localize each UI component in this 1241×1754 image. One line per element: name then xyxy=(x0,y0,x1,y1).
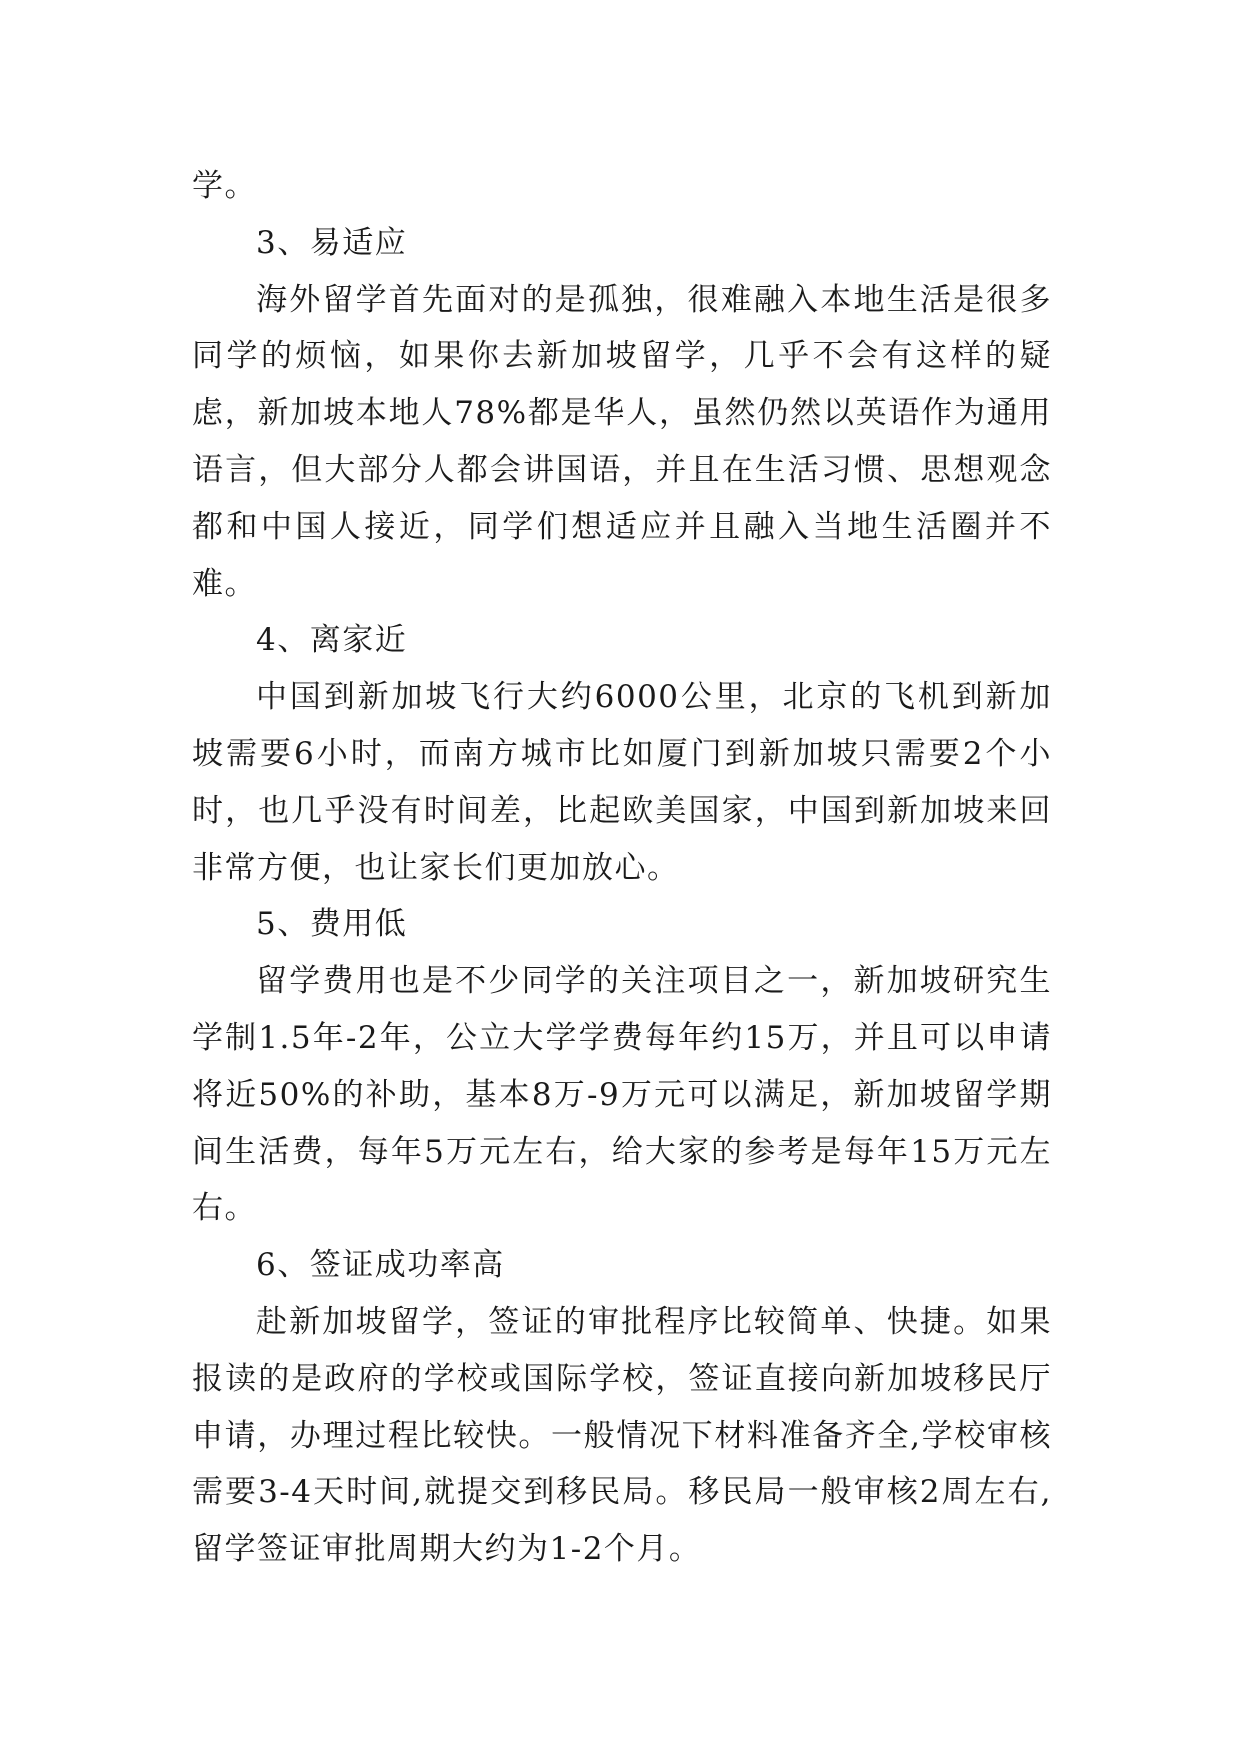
paragraph-cost: 留学费用也是不少同学的关注项目之一，新加坡研究生学制1.5年-2年，公立大学学费每年约15万，并且可以申请将近50%的补助，基本8万-9万元可以满足，新加坡留学期间生活费，每年5万元左右，给大家的参考是每年15万元左右。 xyxy=(192,963,1052,1227)
paragraph-distance: 中国到新加坡飞行大约6000公里，北京的飞机到新加坡需要6小时，而南方城市比如厦门到新加坡只需要2个小时，也几乎没有时间差，比起欧美国家，中国到新加坡来回非常方便，也让家长们更加放心。 xyxy=(192,679,1052,886)
heading-easy-to-adapt: 3、易适应 xyxy=(256,224,408,261)
paragraph-adapt: 海外留学首先面对的是孤独，很难融入本地生活是很多同学的烦恼，如果你去新加坡留学，几乎不会有这样的疑虑，新加坡本地人78%都是华人，虽然仍然以英语作为通用语言，但大部分人都会讲国语，并且在生活习惯、思想观念都和中国人接近，同学们想适应并且融入当地生活圈并不难。 xyxy=(192,281,1052,602)
document-body xyxy=(192,158,1052,1578)
heading-visa-success: 6、签证成功率高 xyxy=(256,1247,505,1284)
paragraph-visa: 赴新加坡留学，签证的审批程序比较简单、快捷。如果报读的是政府的学校或国际学校，签证直接向新加坡移民厅申请，办理过程比较快。一般情况下材料准备齐全,学校审核需要3-4天时间,就提交到移民局。移民局一般审核2周左右,留学签证审批周期大约为1-2个月。 xyxy=(192,1303,1052,1568)
paragraph-continuation: 学。 xyxy=(192,168,257,204)
heading-low-cost: 5、费用低 xyxy=(256,906,408,943)
heading-close-to-home: 4、离家近 xyxy=(256,622,408,659)
